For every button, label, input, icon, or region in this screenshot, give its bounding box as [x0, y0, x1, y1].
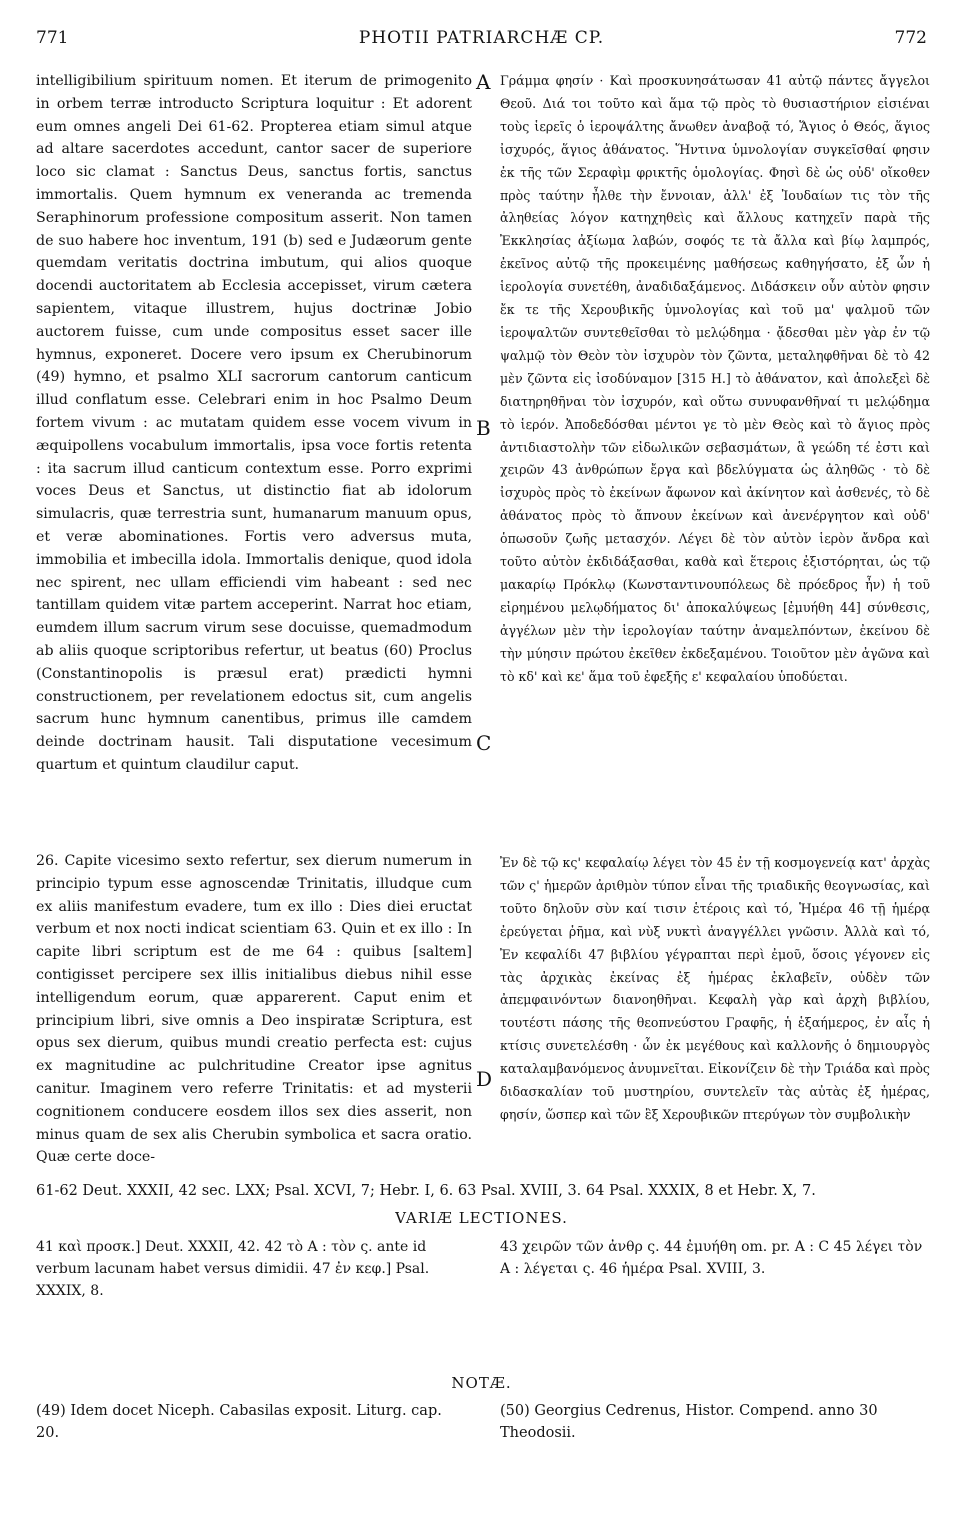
variae-lectiones-heading: VARIÆ LECTIONES.	[395, 1209, 568, 1227]
margin-letter-b: B	[476, 416, 491, 440]
note-50: (50) Georgius Cedrenus, Histor. Compend. anno 30 Theodosii.	[500, 1403, 878, 1441]
scripture-references: 61-62 Deut. XXXII, 42 sec. LXX; Psal. XCVI, 7; Hebr. I, 6. 63 Psal. XVIII, 3. 64 Psal. XXXIX, 8 et Hebr. X, 7.	[36, 1183, 816, 1199]
page-number-right: 772	[894, 28, 927, 48]
running-title: PHOTII PATRIARCHÆ CP.	[358, 28, 605, 48]
variae-lectiones-right: 43 χειρῶν τῶν ἀνθρ ς. 44 ἐμυήθη om. pr. A : C 45 λέγει τὸν A : λέγεται ς. 46 ἡμέρα Psal. XVIII, 3.	[500, 1239, 923, 1277]
greek-column-bottom: Ἐν δὲ τῷ κς' κεφαλαίῳ λέγει τὸν 45 ἐν τῇ κοσμογενείᾳ κατ' ἀρχὰς τῶν ς' ἡμερῶν ἀριθμὸν τύπον εἶναι τῆς τριαδικῆς θεογνωσίας, καὶ τοῦτο δηλοῦν σὺν καί τισιν ἑτέροις καὶ τό, Ἡμέρα 46 τῇ ἡμέρᾳ ἐρεύγεται ῥῆμα, καὶ νὺξ νυκτὶ ἀναγγέλλει γνῶσιν. Ἀλλὰ καὶ τό, Ἐν κεφαλίδι 47 βιβλίου γέγραπται περὶ ἐμοῦ, ὅσοις γέγονεν εἰς τὰς ἀρχικὰς ἐκείνας ἐξ ἡμέρας ἐκλαβεῖν, οὐδὲν τῶν ἀπεμφαινόντων διανοηθῆναι. Κεφαλὴ γὰρ καὶ ἀρχὴ βιβλίου, τουτέστι πάσης τῆς θεοπνεύστου Γραφῆς, ἡ ἑξαήμερος, ἐν αἷς ἡ κτίσις συνετελέσθη · ὧν ἐκ μεγέθους καὶ καλλονῆς ὁ δημιουργὸς καταλαμβανόμενος ἀνυμνεῖται. Εἰκονίζειν δὲ τὴν Τριάδα καὶ πρὸς διδασκαλίαν τοῦ μυστηρίου, συντελεῖν τὰς αὐτὰς ἐξ ἡμέρας, φησίν, ὥσπερ καὶ τῶν ἓξ Χερουβικῶν πτερύγων τὸν συμβολικὴν	[500, 855, 930, 1122]
note-49: (49) Idem docet Niceph. Cabasilas exposit. Liturg. cap. 20.	[36, 1403, 442, 1441]
variae-lectiones-left: 41 καὶ προσκ.] Deut. XXXII, 42. 42 τὸ A : τὸν ς. ante id verbum lacunam habet versus dimidii. 47 ἐν κεφ.] Psal. XXXIX, 8.	[36, 1239, 430, 1299]
latin-column-bottom: 26. Capite vicesimo sexto refertur, sex dierum numerum in principio typum esse agnoscendæ Trinitatis, illudque cum ex aliis manifestum evadere, tum ex illo : Dies diei eructat verbum et nox nocti indicat scientiam 63. Quin et ex illo : In capite libri scriptum est de me 64 : quibus [saltem] contigisset percipere sex illis initialibus diebus nihil esse intelligendum eorum, quæ apparerent. Caput enim et principium libri, sive omnis a Deo inspiratæ Scriptura, est opus sex dierum, quibus mundi creatio perfecta est: cujus ex magnitudine ac pulchritudine Creator ipse agnitus canitur. Imaginem vero referre Trinitatis: et ad mysterii cognitionem conducere eosdem illos sex dies asserit, non minus quam de sex alis Cherubin symbolica et sacra oratio. Quæ certe doce-	[36, 853, 472, 1166]
page-number-left: 771	[36, 28, 69, 48]
latin-column-top: intelligibilium spirituum nomen. Et iterum de primogenito in orbem terræ introducto Scriptura loquitur : Et adorent eum omnes angeli Dei 61-62. Propterea etiam simul atque ad altare sacerdotes accedunt, cantor sacer de superiore loco sic clamat : Sanctus Deus, sanctus fortis, sanctus immortalis. Quem hymnum ex veneranda ac tremenda Seraphinorum professione compositum asserit. Non tamen de suo habere hoc inventum, 191 (b) sed e Judæorum gente quemdam veritatis doctrina imbutum, qui alios quoque docendi auctoritatem ab Ecclesia accepisset, virum cætera sapientem, vitaque illustrem, hujus doctrinæ Jobio auctorem fuisse, cum unde compositus esset sacer ille hymnus, exponeret. Docere vero ipsum ex Cherubinorum (49) hymno, et psalmo XLI sacrorum cantorum canticum illud conflatum esse. Celebrari enim in hoc Psalmo Deum fortem vivum : ac mutatam quidem esse vocem vivum in æquipollens vocabulum immortalis, ipsa voce fortis retenta : ita sacrum illud canticum contextum esse. Porro exprimi voces Deus et Sanctus, ut distinctio fiat ab idolorum simulacris, quæ terrestria sunt, humanarum manuum opus, et veræ abominationes. Fortis vero adversus muta, immobilia et imbecilla idola. Immortalis denique, quod idola nec spirent, nec ullam efficiendi vim habeant : sed nec tantillam quidem vitæ partem acceperint. Narrat hoc etiam, eumdem illum sacrum virum sese docuisse, quemadmodum ab aliis quoque scriptoribus refertur, ut beatus (60) Proclus (Constantinopolis is præsul erat) prædicti hymni constructionem, per revelationem edoctus sit, cum angelis sacrum hunc hymnum canentibus, primus ille camdem deinde doctrinam hausit. Tali disputatione vecesimum quartum et quintum claudilur caput.	[36, 73, 472, 773]
greek-column-top: Γράμμα φησίν · Καὶ προσκυνησάτωσαν 41 αὐτῷ πάντες ἄγγελοι Θεοῦ. Διά τοι τοῦτο καὶ ἅμα τῷ πρὸς τὸ θυσιαστήριον εἰσιέναι τοὺς ἱερεῖς ὁ ἱεροψάλτης ἄνωθεν ἀναβοᾷ τό, Ἅγιος ὁ Θεός, ἅγιος ἰσχυρός, ἅγιος ἀθάνατος. Ἥντινα ὑμνολογίαν συγκεῖσθαί φησιν ἐκ τῆς τῶν Σεραφὶμ φρικτῆς ὁμολογίας. Φησὶ δὲ ὡς οὐδ' οἴκοθεν πρὸς ταύτην ἦλθε τὴν ἔννοιαν, ἀλλ' ἐξ Ἰουδαίων τις τὸν τῆς ἀληθείας λόγον κατηχηθεὶς καὶ ἄλλους κατηχεῖν παρὰ τῆς Ἐκκλησίας ἀξίωμα λαβών, σοφός τε τὰ ἄλλα καὶ βίῳ λαμπρός, ἐκεῖνος αὐτῷ τῆς προκειμένης μαθήσεως καθηγήσατο, ἐξ ὧν ἡ ἱερολογία συνετέθη, ἀναδιδαξάμενος. Διδάσκειν οὖν αὐτὸν φησιν ἔκ τε τῆς Χερουβικῆς ὑμνολογίας καὶ τοῦ μα' ψαλμοῦ τῶν ἱεροψαλτῶν συντεθεῖσθαι τὸ μελῴδημα · ᾄδεσθαι μὲν γὰρ ἐν τῷ ψαλμῷ τὸν Θεὸν τὸν ἰσχυρὸν τὸν ζῶντα, μεταληφθῆναι δὲ τὸ 42 μὲν ζῶντα εἰς ἰσοδύναμον [315 H.] τὸ ἀθάνατον, καὶ ἀπολεξεὶ δὲ διατηρηθῆναι τὸν ἰσχυρόν, καὶ οὕτω συνυφανθῆναί τι μελῴδημα τὸ ἱερόν. Ἀποδεδόσθαι μέντοι γε τὸ μὲν Θεὸς καὶ τὸ ἅγιος πρὸς ἀντιδιαστολὴν τῶν εἰδωλικῶν σεβασμάτων, ἃ γεώδη τέ ἐστι καὶ χειρῶν 43 ἀνθρώπων ἔργα καὶ βδελύγματα ὡς ἀληθῶς · τὸ δὲ ἰσχυρὸς πρὸς τὸ ἐκείνων ἄφωνον καὶ ἀκίνητον καὶ ἀσθενές, τὸ δὲ ἀθάνατος πρὸς τὸ ἄπνουν ἐκείνων καὶ ἀνενέργητον καὶ οὐδ' ὁπωσοῦν ζωῆς μετασχόν. Λέγει δὲ τὸν αὐτὸν ἱερὸν ἄνδρα καὶ τοῦτο αὐτὸν ἐκδιδάξασθαι, καθὰ καὶ ἕτεροις ἐξιστόρηται, ὡς τῷ μακαρίῳ Πρόκλῳ (Κωνσταντινουπόλεως δὲ πρόεδρος ἦν) ἡ τοῦ εἰρημένου μελῳδήματος δι' ἀποκαλύψεως [ἐμυήθη 44] σύνθεσις, ἀγγέλων μὲν τὴν ἱερολογίαν ταύτην ἀναμελπόντων, ἐκείνου δὲ τὴν μύησιν πρώτου ἐκεῖθεν ἐκδεξαμένου. Τοιοῦτον μὲν ἀγῶνα καὶ τὸ κδ' καὶ κε' ἅμα τοῦ ἐφεξῆς ε' κεφαλαίου ὑποδύεται.	[500, 73, 930, 684]
notae-heading: NOTÆ.	[451, 1374, 512, 1392]
margin-letter-c: C	[476, 731, 492, 755]
margin-letter-a: A	[476, 70, 491, 94]
margin-letter-d: D	[476, 1067, 493, 1091]
